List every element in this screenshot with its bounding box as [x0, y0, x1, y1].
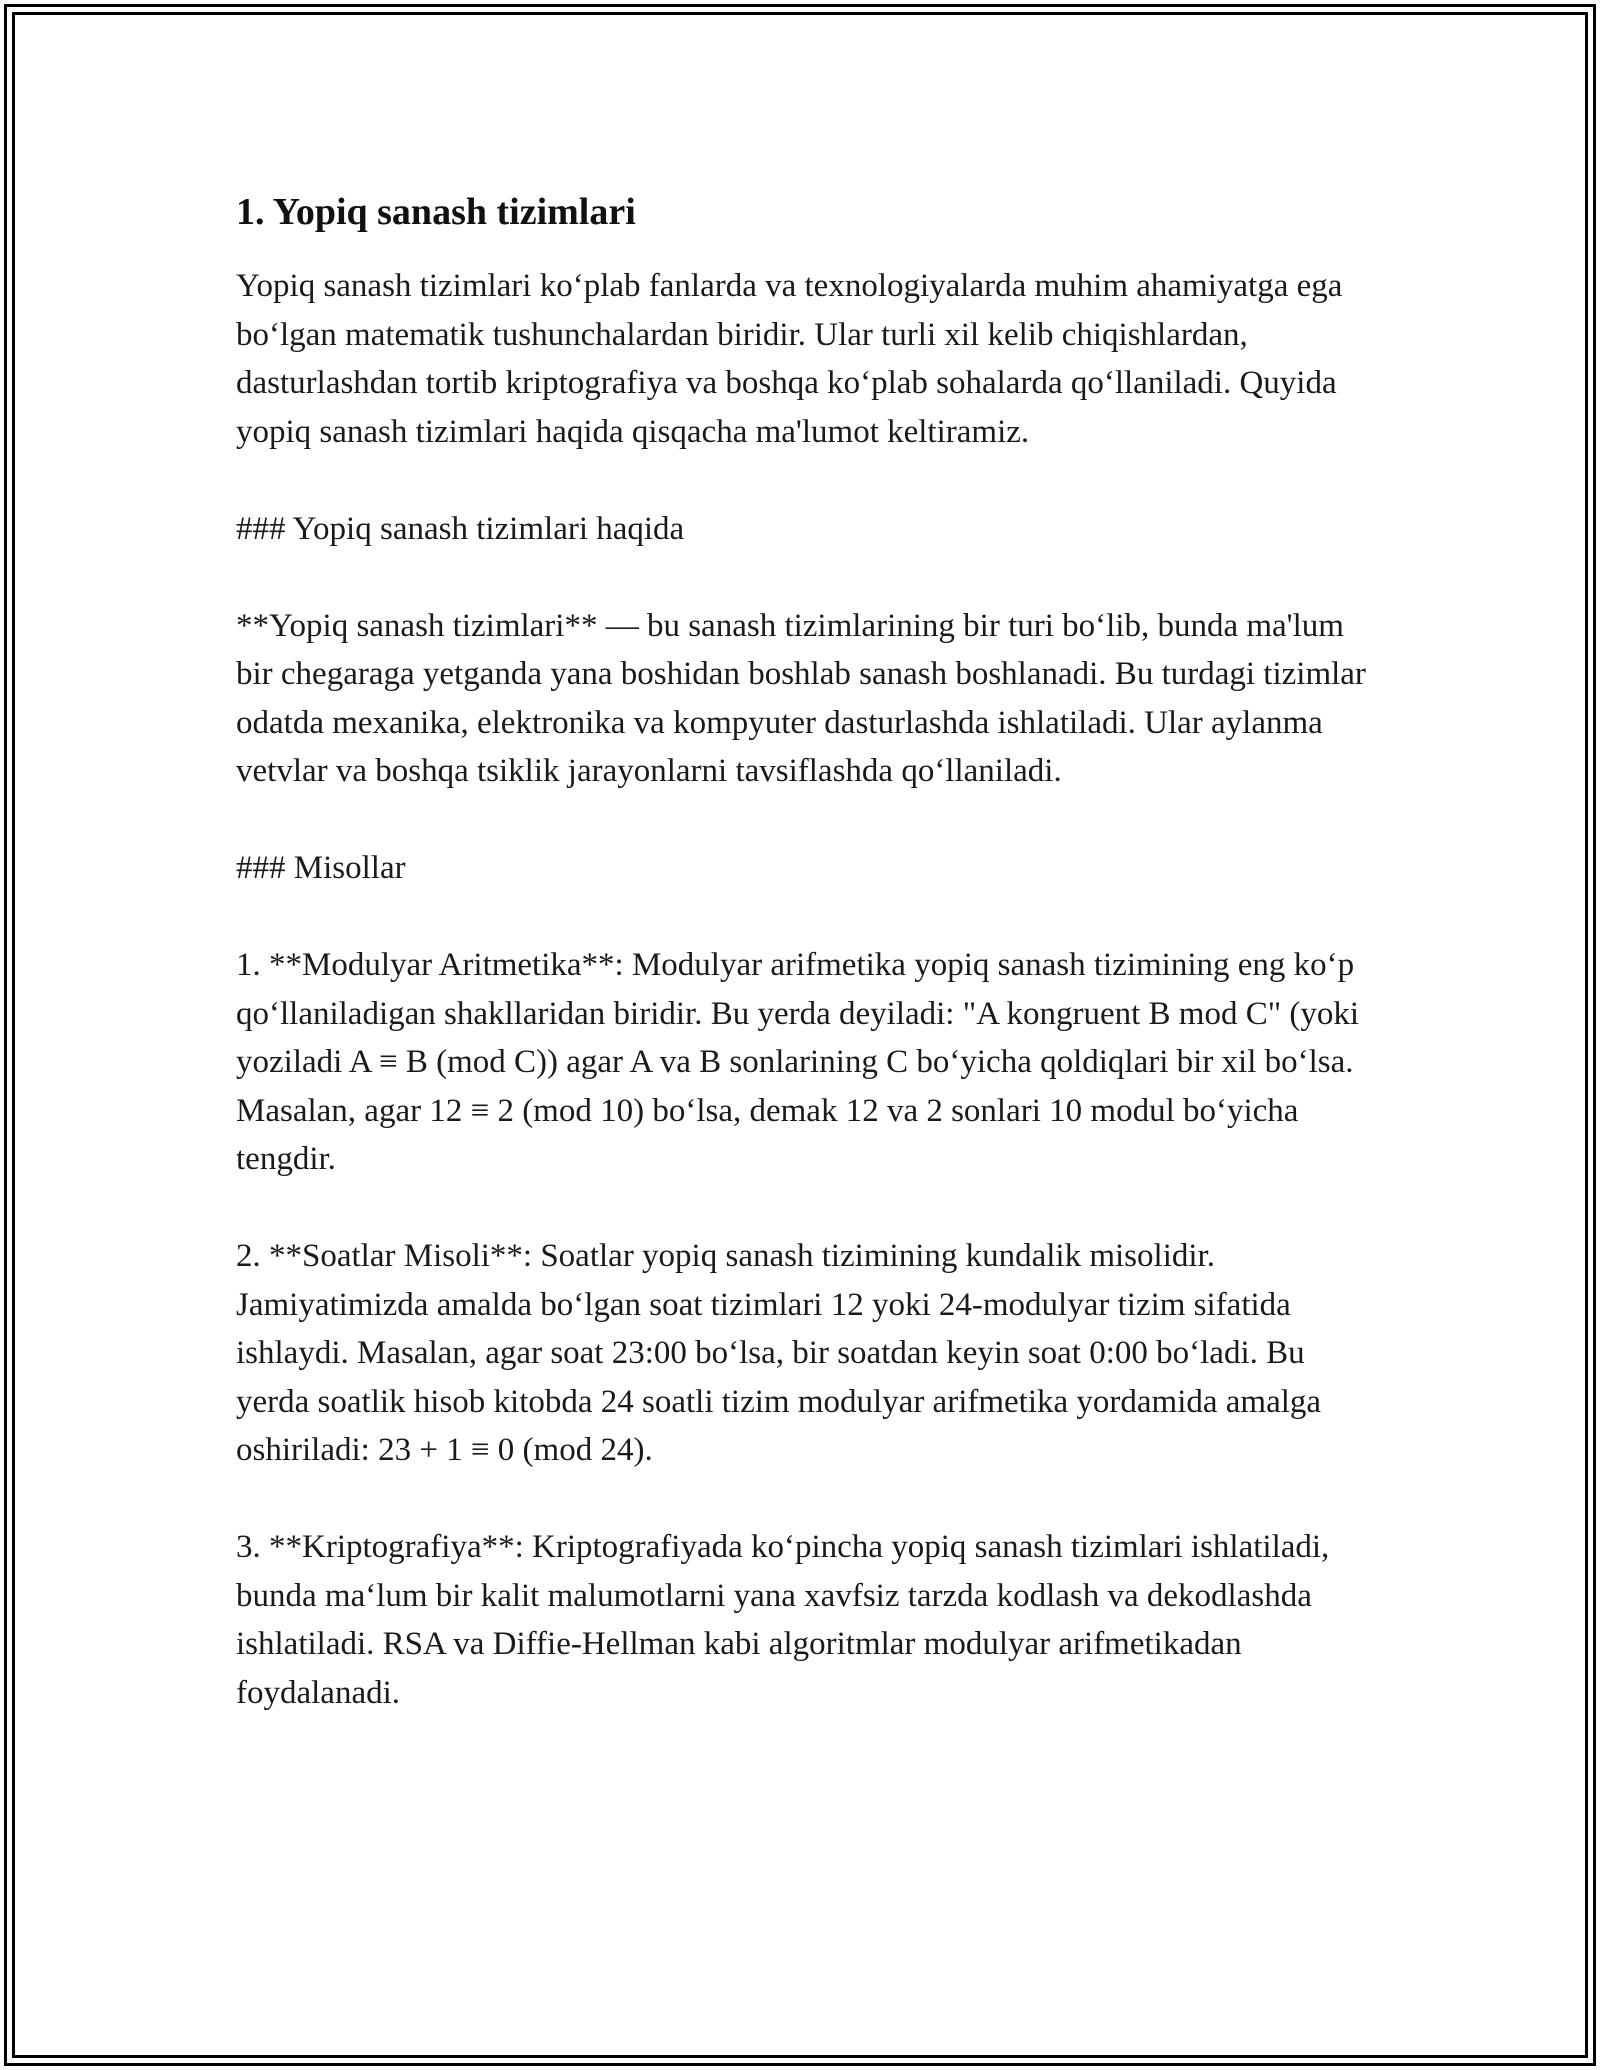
subheading-examples: ### Misollar — [236, 850, 406, 886]
paragraph-example-clocks: 2. **Soatlar Misoli**: Soatlar yopiq sanash tizimining kundalik misolidir. Jamiyatimizda amalda bo‘lgan soat tizimlari 12 yoki 24-modulyar tizim sifatida ishlaydi. Masalan, agar soat 23:00 bo‘lsa, bir soatdan keyin soat 0:00 bo‘ladi. Bu yerda soatlik hisob kitobda 24 soatli tizim modulyar arifmetika yordamida amalga oshiriladi: 23 + 1 ≡ 0 (mod 24). — [236, 1238, 1322, 1468]
paragraph-intro: Yopiq sanash tizimlari ko‘plab fanlarda va texnologiyalarda muhim ahamiyatga ega bo‘lgan matematik tushunchalardan biridir. Ular turli xil kelib chiqishlardan, dasturlashdan tortib kriptografiya va boshqa ko‘plab sohalarda qo‘llaniladi. Quyida yopiq sanash tizimlari haqida qisqacha ma'lumot keltiramiz. — [236, 268, 1343, 450]
paragraph-example-crypto: 3. **Kriptografiya**: Kriptografiyada ko‘pincha yopiq sanash tizimlari ishlatiladi, bunda ma‘lum bir kalit malumotlarni yana xavfsiz tarzda kodlash va dekodlashda ishlatiladi. RSA va Diffie-Hellman kabi algoritmlar modulyar arifmetikadan foydalanadi. — [236, 1529, 1330, 1711]
paragraph-example-modular: 1. **Modulyar Aritmetika**: Modulyar arifmetika yopiq sanash tizimining eng ko‘p qo‘llaniladigan shakllaridan biridir. Bu yerda deyiladi: "A kongruent B mod C" (yoki yoziladi A ≡ B (mod C)) agar A va B sonlarining C bo‘yicha qoldiqlari bir xil bo‘lsa. Masalan, agar 12 ≡ 2 (mod 10) bo‘lsa, demak 12 va 2 sonlari 10 modul bo‘yicha tengdir. — [236, 947, 1360, 1177]
document-page — [236, 188, 1386, 1717]
subheading-about: ### Yopiq sanash tizimlari haqida — [236, 510, 685, 547]
document-title: 1. Yopiq sanash tizimlari — [236, 191, 636, 233]
paragraph-definition: **Yopiq sanash tizimlari** — bu sanash tizimlarining bir turi bo‘lib, bunda ma'lum bir chegaraga yetganda yana boshidan boshlab sanash boshlanadi. Bu turdagi tizimlar odatda mexanika, elektronika va kompyuter dasturlashda ishlatiladi. Ular aylanma vetvlar va boshqa tsiklik jarayonlarni tavsiflashda qo‘llaniladi. — [236, 607, 1366, 789]
